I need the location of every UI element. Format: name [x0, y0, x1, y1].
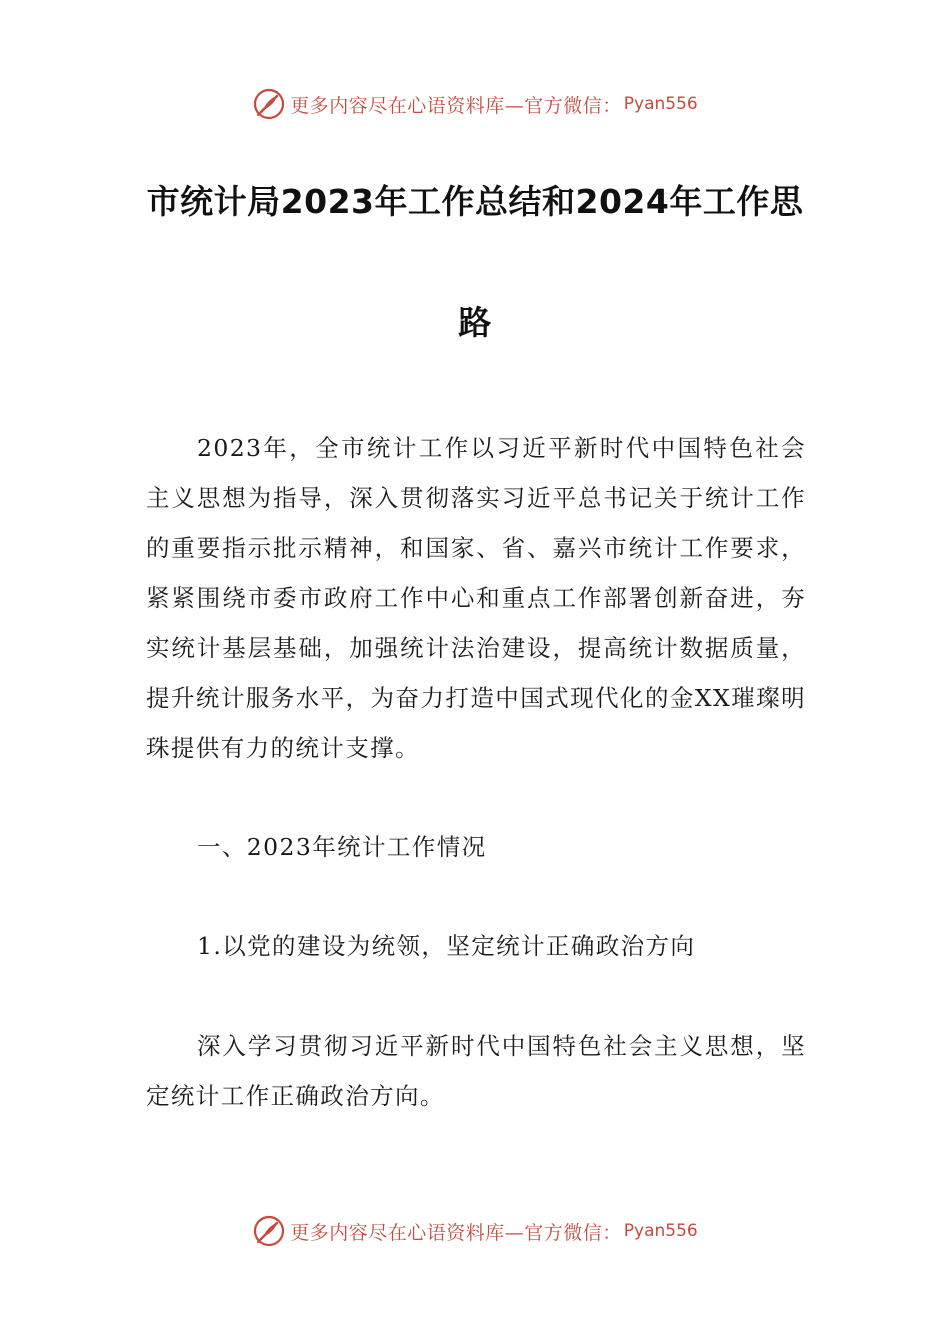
subsection-heading: 1.以党的建设为统领，坚定统计正确政治方向 [197, 932, 696, 960]
quill-logo-icon [252, 87, 286, 121]
body-paragraph: 深入学习贯彻习近平新时代中国特色社会主义思想，坚定统计工作正确政治方向。 [146, 1032, 806, 1110]
document-title-line-1: 市统计局2023年工作总结和2024年工作思 [146, 182, 804, 221]
header-watermark [0, 84, 950, 124]
watermark-text: 更多内容尽在心语资料库—官方微信： [290, 1221, 622, 1244]
quill-logo-icon [252, 1214, 286, 1248]
document-title-line-2: 路 [458, 303, 492, 342]
watermark-text: 更多内容尽在心语资料库—官方微信： [290, 94, 622, 117]
body-paragraph-intro: 2023年，全市统计工作以习近平新时代中国特色社会主义思想为指导，深入贯彻落实习近平总书记关于统计工作的重要指示批示精神，和国家、省、嘉兴市统计工作要求，紧紧围绕市委市政府工作中心和重点工作部署创新奋进，夯实统计基层基础，加强统计法治建设，提高统计数据质量，提升统计服务水平，为奋力打造中国式现代化的金XX璀璨明珠提供有力的统计支撑。 [146, 434, 806, 762]
footer-watermark [0, 1211, 950, 1251]
watermark-contact: Pyan556 [623, 1221, 698, 1241]
watermark-contact: Pyan556 [623, 94, 698, 114]
section-heading: 一、2023年统计工作情况 [197, 833, 487, 861]
